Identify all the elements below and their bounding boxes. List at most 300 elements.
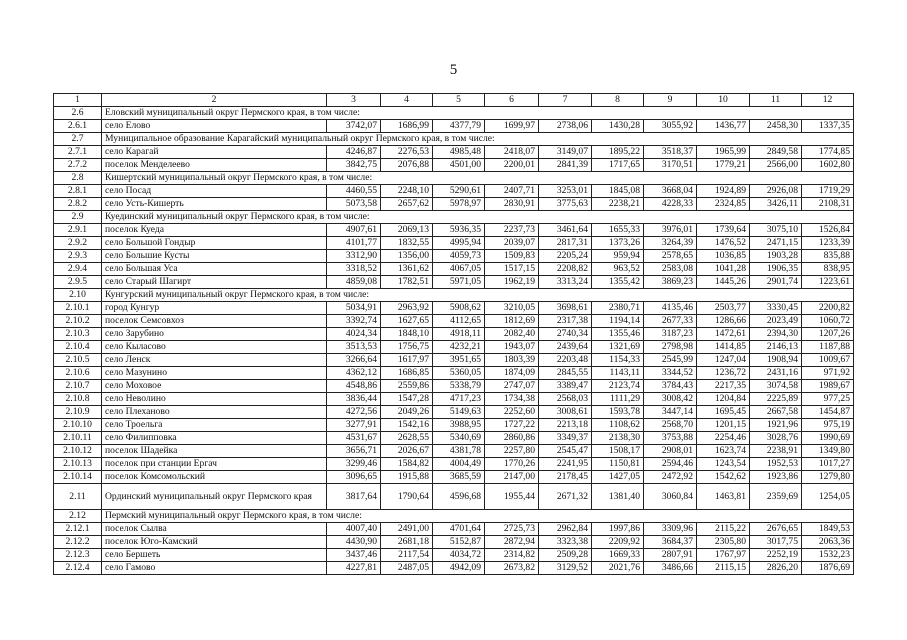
value-cell: 3684,37 (644, 536, 697, 549)
value-cell: 4918,11 (433, 328, 485, 341)
value-cell: 2671,32 (539, 484, 592, 510)
row-number: 2.9.2 (54, 237, 102, 250)
settlement-name: поселок Сылва (102, 523, 327, 536)
value-cell: 2841,39 (539, 159, 592, 172)
value-cell: 2203,48 (539, 354, 592, 367)
value-cell: 3055,92 (644, 120, 697, 133)
value-cell: 1036,85 (697, 250, 750, 263)
table-row (54, 393, 854, 406)
value-cell: 1509,83 (485, 250, 539, 263)
value-cell: 2963,92 (381, 302, 433, 315)
value-cell: 1593,78 (592, 406, 644, 419)
settlement-name: село Большая Уса (102, 263, 327, 276)
section-row (54, 172, 854, 185)
value-cell: 1990,69 (802, 432, 854, 445)
value-cell: 1436,77 (697, 120, 750, 133)
row-number: 2.12.3 (54, 549, 102, 562)
value-cell: 3129,52 (539, 562, 592, 575)
row-number: 2.10.8 (54, 393, 102, 406)
value-cell: 4381,78 (433, 445, 485, 458)
value-cell: 4501,00 (433, 159, 485, 172)
table-row (54, 523, 854, 536)
value-cell: 1476,52 (697, 237, 750, 250)
value-cell: 2439,64 (539, 341, 592, 354)
value-cell: 3264,39 (644, 237, 697, 250)
row-number: 2.9 (54, 211, 102, 224)
value-cell: 2566,00 (750, 159, 802, 172)
value-cell: 3988,95 (433, 419, 485, 432)
table-row (54, 380, 854, 393)
page-number: 5 (449, 62, 458, 78)
value-cell: 2115,22 (697, 523, 750, 536)
column-header: 10 (697, 94, 750, 107)
value-cell: 5290,61 (433, 185, 485, 198)
table-row (54, 185, 854, 198)
value-cell: 2407,71 (485, 185, 539, 198)
value-cell: 2076,88 (381, 159, 433, 172)
value-cell: 1895,22 (592, 146, 644, 159)
table-row (54, 432, 854, 445)
value-cell: 1508,17 (592, 445, 644, 458)
value-cell: 2237,73 (485, 224, 539, 237)
value-cell: 2380,71 (592, 302, 644, 315)
row-number: 2.10.10 (54, 419, 102, 432)
value-cell: 4995,94 (433, 237, 485, 250)
column-header: 5 (433, 94, 485, 107)
value-cell: 1154,33 (592, 354, 644, 367)
value-cell: 1381,40 (592, 484, 644, 510)
table-row (54, 120, 854, 133)
value-cell: 4596,68 (433, 484, 485, 510)
value-cell: 2039,07 (485, 237, 539, 250)
value-cell: 1532,23 (802, 549, 854, 562)
table-body (54, 107, 854, 575)
value-cell: 4232,21 (433, 341, 485, 354)
value-cell: 1517,15 (485, 263, 539, 276)
value-cell: 1602,80 (802, 159, 854, 172)
value-cell: 1361,62 (381, 263, 433, 276)
value-cell: 2305,80 (697, 536, 750, 549)
value-cell: 1349,80 (802, 445, 854, 458)
value-cell: 2208,82 (539, 263, 592, 276)
value-cell: 1627,65 (381, 315, 433, 328)
value-cell: 1734,38 (485, 393, 539, 406)
row-number: 2.10.12 (54, 445, 102, 458)
value-cell: 1279,80 (802, 471, 854, 484)
settlement-name: село Филипповка (102, 432, 327, 445)
value-cell: 2845,55 (539, 367, 592, 380)
value-cell: 1584,82 (381, 458, 433, 471)
value-cell: 1430,28 (592, 120, 644, 133)
value-cell: 3210,05 (485, 302, 539, 315)
value-cell: 3096,65 (327, 471, 381, 484)
value-cell: 1874,09 (485, 367, 539, 380)
column-header: 4 (381, 94, 433, 107)
value-cell: 2324,85 (697, 198, 750, 211)
value-cell: 4112,65 (433, 315, 485, 328)
value-cell: 2568,03 (539, 393, 592, 406)
settlement-name: поселок Юго-Камский (102, 536, 327, 549)
settlement-name: село Кыласово (102, 341, 327, 354)
column-header: 7 (539, 94, 592, 107)
value-cell: 2317,38 (539, 315, 592, 328)
value-cell: 2628,55 (381, 432, 433, 445)
value-cell: 2747,07 (485, 380, 539, 393)
settlement-name: село Усть-Кишерть (102, 198, 327, 211)
value-cell: 2200,01 (485, 159, 539, 172)
settlement-name: поселок Куеда (102, 224, 327, 237)
row-number: 2.6.1 (54, 120, 102, 133)
value-cell: 1845,08 (592, 185, 644, 198)
value-cell: 2471,15 (750, 237, 802, 250)
row-number: 2.7.1 (54, 146, 102, 159)
value-cell: 4227,81 (327, 562, 381, 575)
value-cell: 1812,69 (485, 315, 539, 328)
value-cell: 1915,88 (381, 471, 433, 484)
row-number: 2.8.1 (54, 185, 102, 198)
value-cell: 2200,82 (802, 302, 854, 315)
value-cell: 1207,26 (802, 328, 854, 341)
value-cell: 2254,46 (697, 432, 750, 445)
row-number: 2.10.1 (54, 302, 102, 315)
table-row (54, 250, 854, 263)
value-cell: 835,88 (802, 250, 854, 263)
value-cell: 1903,28 (750, 250, 802, 263)
value-cell: 4067,05 (433, 263, 485, 276)
value-cell: 3753,88 (644, 432, 697, 445)
value-cell: 4717,23 (433, 393, 485, 406)
row-number: 2.12.4 (54, 562, 102, 575)
value-cell: 1201,15 (697, 419, 750, 432)
value-cell: 1373,26 (592, 237, 644, 250)
value-cell: 1041,28 (697, 263, 750, 276)
value-cell: 2225,89 (750, 393, 802, 406)
table-row (54, 276, 854, 289)
value-cell: 2583,08 (644, 263, 697, 276)
value-cell: 3028,76 (750, 432, 802, 445)
value-cell: 2049,26 (381, 406, 433, 419)
value-cell: 3869,23 (644, 276, 697, 289)
value-cell: 3842,75 (327, 159, 381, 172)
value-cell: 1989,67 (802, 380, 854, 393)
value-cell: 5936,35 (433, 224, 485, 237)
value-cell: 1472,61 (697, 328, 750, 341)
value-cell: 1286,66 (697, 315, 750, 328)
table-row (54, 146, 854, 159)
value-cell: 3685,59 (433, 471, 485, 484)
table-row (54, 315, 854, 328)
row-number: 2.10.4 (54, 341, 102, 354)
value-cell: 4135,46 (644, 302, 697, 315)
settlement-name: поселок Менделеево (102, 159, 327, 172)
value-cell: 1848,10 (381, 328, 433, 341)
row-number: 2.10.2 (54, 315, 102, 328)
section-title: Кунгурский муниципальный округ Пермского края, в том числе: (102, 289, 854, 302)
settlement-name: поселок Семсовхоз (102, 315, 327, 328)
value-cell: 3313,24 (539, 276, 592, 289)
value-cell: 2594,46 (644, 458, 697, 471)
value-cell: 2147,00 (485, 471, 539, 484)
value-cell: 1717,65 (592, 159, 644, 172)
value-cell: 2487,05 (381, 562, 433, 575)
value-cell: 1243,54 (697, 458, 750, 471)
value-cell: 2826,20 (750, 562, 802, 575)
settlement-name: село Посад (102, 185, 327, 198)
row-number: 2.9.4 (54, 263, 102, 276)
value-cell: 3318,52 (327, 263, 381, 276)
value-cell: 1655,33 (592, 224, 644, 237)
value-cell: 1542,16 (381, 419, 433, 432)
table-row (54, 237, 854, 250)
value-cell: 3513,53 (327, 341, 381, 354)
value-cell: 1876,69 (802, 562, 854, 575)
value-cell: 2117,54 (381, 549, 433, 562)
value-cell: 3447,14 (644, 406, 697, 419)
value-cell: 1526,84 (802, 224, 854, 237)
value-cell: 2568,70 (644, 419, 697, 432)
value-cell: 838,95 (802, 263, 854, 276)
value-cell: 2248,10 (381, 185, 433, 198)
value-cell: 2213,18 (539, 419, 592, 432)
value-cell: 3060,84 (644, 484, 697, 510)
value-cell: 1337,35 (802, 120, 854, 133)
value-cell: 3437,46 (327, 549, 381, 562)
value-cell: 4907,61 (327, 224, 381, 237)
value-cell: 4059,73 (433, 250, 485, 263)
value-cell: 2205,24 (539, 250, 592, 263)
value-cell: 1779,21 (697, 159, 750, 172)
value-cell: 2545,99 (644, 354, 697, 367)
settlement-name: село Троельга (102, 419, 327, 432)
value-cell: 959,94 (592, 250, 644, 263)
value-cell: 2673,82 (485, 562, 539, 575)
value-cell: 2578,65 (644, 250, 697, 263)
value-cell: 3742,07 (327, 120, 381, 133)
row-number: 2.10.5 (54, 354, 102, 367)
settlement-name: село Карагай (102, 146, 327, 159)
table-row (54, 419, 854, 432)
value-cell: 1686,99 (381, 120, 433, 133)
value-cell: 1236,72 (697, 367, 750, 380)
value-cell: 1962,19 (485, 276, 539, 289)
value-cell: 4034,72 (433, 549, 485, 562)
row-number: 2.7 (54, 133, 102, 146)
value-cell: 3344,52 (644, 367, 697, 380)
value-cell: 975,19 (802, 419, 854, 432)
value-cell: 1187,88 (802, 341, 854, 354)
value-cell: 1321,69 (592, 341, 644, 354)
value-cell: 963,52 (592, 263, 644, 276)
value-cell: 2681,18 (381, 536, 433, 549)
value-cell: 3349,37 (539, 432, 592, 445)
value-cell: 1943,07 (485, 341, 539, 354)
value-cell: 1739,64 (697, 224, 750, 237)
value-cell: 2217,35 (697, 380, 750, 393)
value-cell: 1547,28 (381, 393, 433, 406)
value-cell: 1414,85 (697, 341, 750, 354)
row-number: 2.12.1 (54, 523, 102, 536)
tariff-table (53, 93, 854, 575)
settlement-name: село Елово (102, 120, 327, 133)
row-number: 2.11 (54, 484, 102, 510)
column-header: 6 (485, 94, 539, 107)
value-cell: 2238,91 (750, 445, 802, 458)
value-cell: 4246,87 (327, 146, 381, 159)
column-header: 12 (802, 94, 854, 107)
value-cell: 2926,08 (750, 185, 802, 198)
row-number: 2.10.9 (54, 406, 102, 419)
table-row (54, 354, 854, 367)
value-cell: 2798,98 (644, 341, 697, 354)
table-row (54, 536, 854, 549)
value-cell: 1427,05 (592, 471, 644, 484)
value-cell: 1223,61 (802, 276, 854, 289)
value-cell: 3817,64 (327, 484, 381, 510)
value-cell: 3008,42 (644, 393, 697, 406)
column-header: 9 (644, 94, 697, 107)
value-cell: 1699,97 (485, 120, 539, 133)
table-row (54, 562, 854, 575)
value-cell: 2509,28 (539, 549, 592, 562)
value-cell: 3074,58 (750, 380, 802, 393)
table-row (54, 198, 854, 211)
value-cell: 1756,75 (381, 341, 433, 354)
value-cell: 1727,22 (485, 419, 539, 432)
value-cell: 3330,45 (750, 302, 802, 315)
value-cell: 3187,23 (644, 328, 697, 341)
row-number: 2.6 (54, 107, 102, 120)
value-cell: 2908,01 (644, 445, 697, 458)
value-cell: 2677,33 (644, 315, 697, 328)
value-cell: 2849,58 (750, 146, 802, 159)
row-number: 2.10.11 (54, 432, 102, 445)
value-cell: 4004,49 (433, 458, 485, 471)
value-cell: 3668,04 (644, 185, 697, 198)
value-cell: 2667,58 (750, 406, 802, 419)
value-cell: 1908,94 (750, 354, 802, 367)
column-header: 3 (327, 94, 381, 107)
value-cell: 2238,21 (592, 198, 644, 211)
section-row (54, 289, 854, 302)
value-cell: 2026,67 (381, 445, 433, 458)
value-cell: 1254,05 (802, 484, 854, 510)
value-cell: 2394,30 (750, 328, 802, 341)
value-cell: 2178,45 (539, 471, 592, 484)
value-cell: 2241,95 (539, 458, 592, 471)
value-cell: 2023,49 (750, 315, 802, 328)
value-cell: 4362,12 (327, 367, 381, 380)
table-row (54, 549, 854, 562)
value-cell: 3323,38 (539, 536, 592, 549)
value-cell: 2657,62 (381, 198, 433, 211)
value-cell: 1669,33 (592, 549, 644, 562)
settlement-name: село Бершеть (102, 549, 327, 562)
value-cell: 1009,67 (802, 354, 854, 367)
value-cell: 1150,81 (592, 458, 644, 471)
value-cell: 2807,91 (644, 549, 697, 562)
value-cell: 2276,53 (381, 146, 433, 159)
row-number: 2.8 (54, 172, 102, 185)
value-cell: 4430,90 (327, 536, 381, 549)
value-cell: 2021,76 (592, 562, 644, 575)
value-cell: 1849,53 (802, 523, 854, 536)
value-cell: 3266,64 (327, 354, 381, 367)
value-cell: 3149,07 (539, 146, 592, 159)
settlement-name: поселок Шадейка (102, 445, 327, 458)
value-cell: 4548,86 (327, 380, 381, 393)
settlement-name: поселок Комсомольский (102, 471, 327, 484)
value-cell: 5152,87 (433, 536, 485, 549)
value-cell: 4942,09 (433, 562, 485, 575)
value-cell: 4531,67 (327, 432, 381, 445)
column-header: 2 (102, 94, 327, 107)
value-cell: 2676,65 (750, 523, 802, 536)
value-cell: 3277,91 (327, 419, 381, 432)
value-cell: 2962,84 (539, 523, 592, 536)
value-cell: 1617,97 (381, 354, 433, 367)
table-row (54, 263, 854, 276)
value-cell: 3253,01 (539, 185, 592, 198)
value-cell: 5073,58 (327, 198, 381, 211)
value-cell: 1233,39 (802, 237, 854, 250)
value-cell: 2082,40 (485, 328, 539, 341)
value-cell: 5978,97 (433, 198, 485, 211)
value-cell: 1832,55 (381, 237, 433, 250)
settlement-name: Ординский муниципальный округ Пермского края (102, 484, 327, 510)
value-cell: 2559,86 (381, 380, 433, 393)
value-cell: 1686,85 (381, 367, 433, 380)
value-cell: 5360,05 (433, 367, 485, 380)
value-cell: 2545,47 (539, 445, 592, 458)
section-row (54, 510, 854, 523)
value-cell: 5340,69 (433, 432, 485, 445)
section-row (54, 133, 854, 146)
value-cell: 2252,19 (750, 549, 802, 562)
value-cell: 1923,86 (750, 471, 802, 484)
settlement-name: село Неволино (102, 393, 327, 406)
value-cell: 4272,56 (327, 406, 381, 419)
value-cell: 1906,35 (750, 263, 802, 276)
value-cell: 2209,92 (592, 536, 644, 549)
value-cell: 1774,85 (802, 146, 854, 159)
table-row (54, 445, 854, 458)
value-cell: 971,92 (802, 367, 854, 380)
value-cell: 2901,74 (750, 276, 802, 289)
value-cell: 2725,73 (485, 523, 539, 536)
value-cell: 3312,90 (327, 250, 381, 263)
value-cell: 5034,91 (327, 302, 381, 315)
row-number: 2.10.14 (54, 471, 102, 484)
value-cell: 1017,27 (802, 458, 854, 471)
row-number: 2.12.2 (54, 536, 102, 549)
value-cell: 1060,72 (802, 315, 854, 328)
table-row (54, 224, 854, 237)
column-header: 11 (750, 94, 802, 107)
value-cell: 2146,13 (750, 341, 802, 354)
value-cell: 4228,33 (644, 198, 697, 211)
value-cell: 3170,51 (644, 159, 697, 172)
settlement-name: село Моховое (102, 380, 327, 393)
value-cell: 3486,66 (644, 562, 697, 575)
value-cell: 3698,61 (539, 302, 592, 315)
section-title: Куединский муниципальный округ Пермского края, в том числе: (102, 211, 854, 224)
value-cell: 1108,62 (592, 419, 644, 432)
value-cell: 1356,00 (381, 250, 433, 263)
value-cell: 2431,16 (750, 367, 802, 380)
value-cell: 2108,31 (802, 198, 854, 211)
value-cell: 2123,74 (592, 380, 644, 393)
value-cell: 977,25 (802, 393, 854, 406)
